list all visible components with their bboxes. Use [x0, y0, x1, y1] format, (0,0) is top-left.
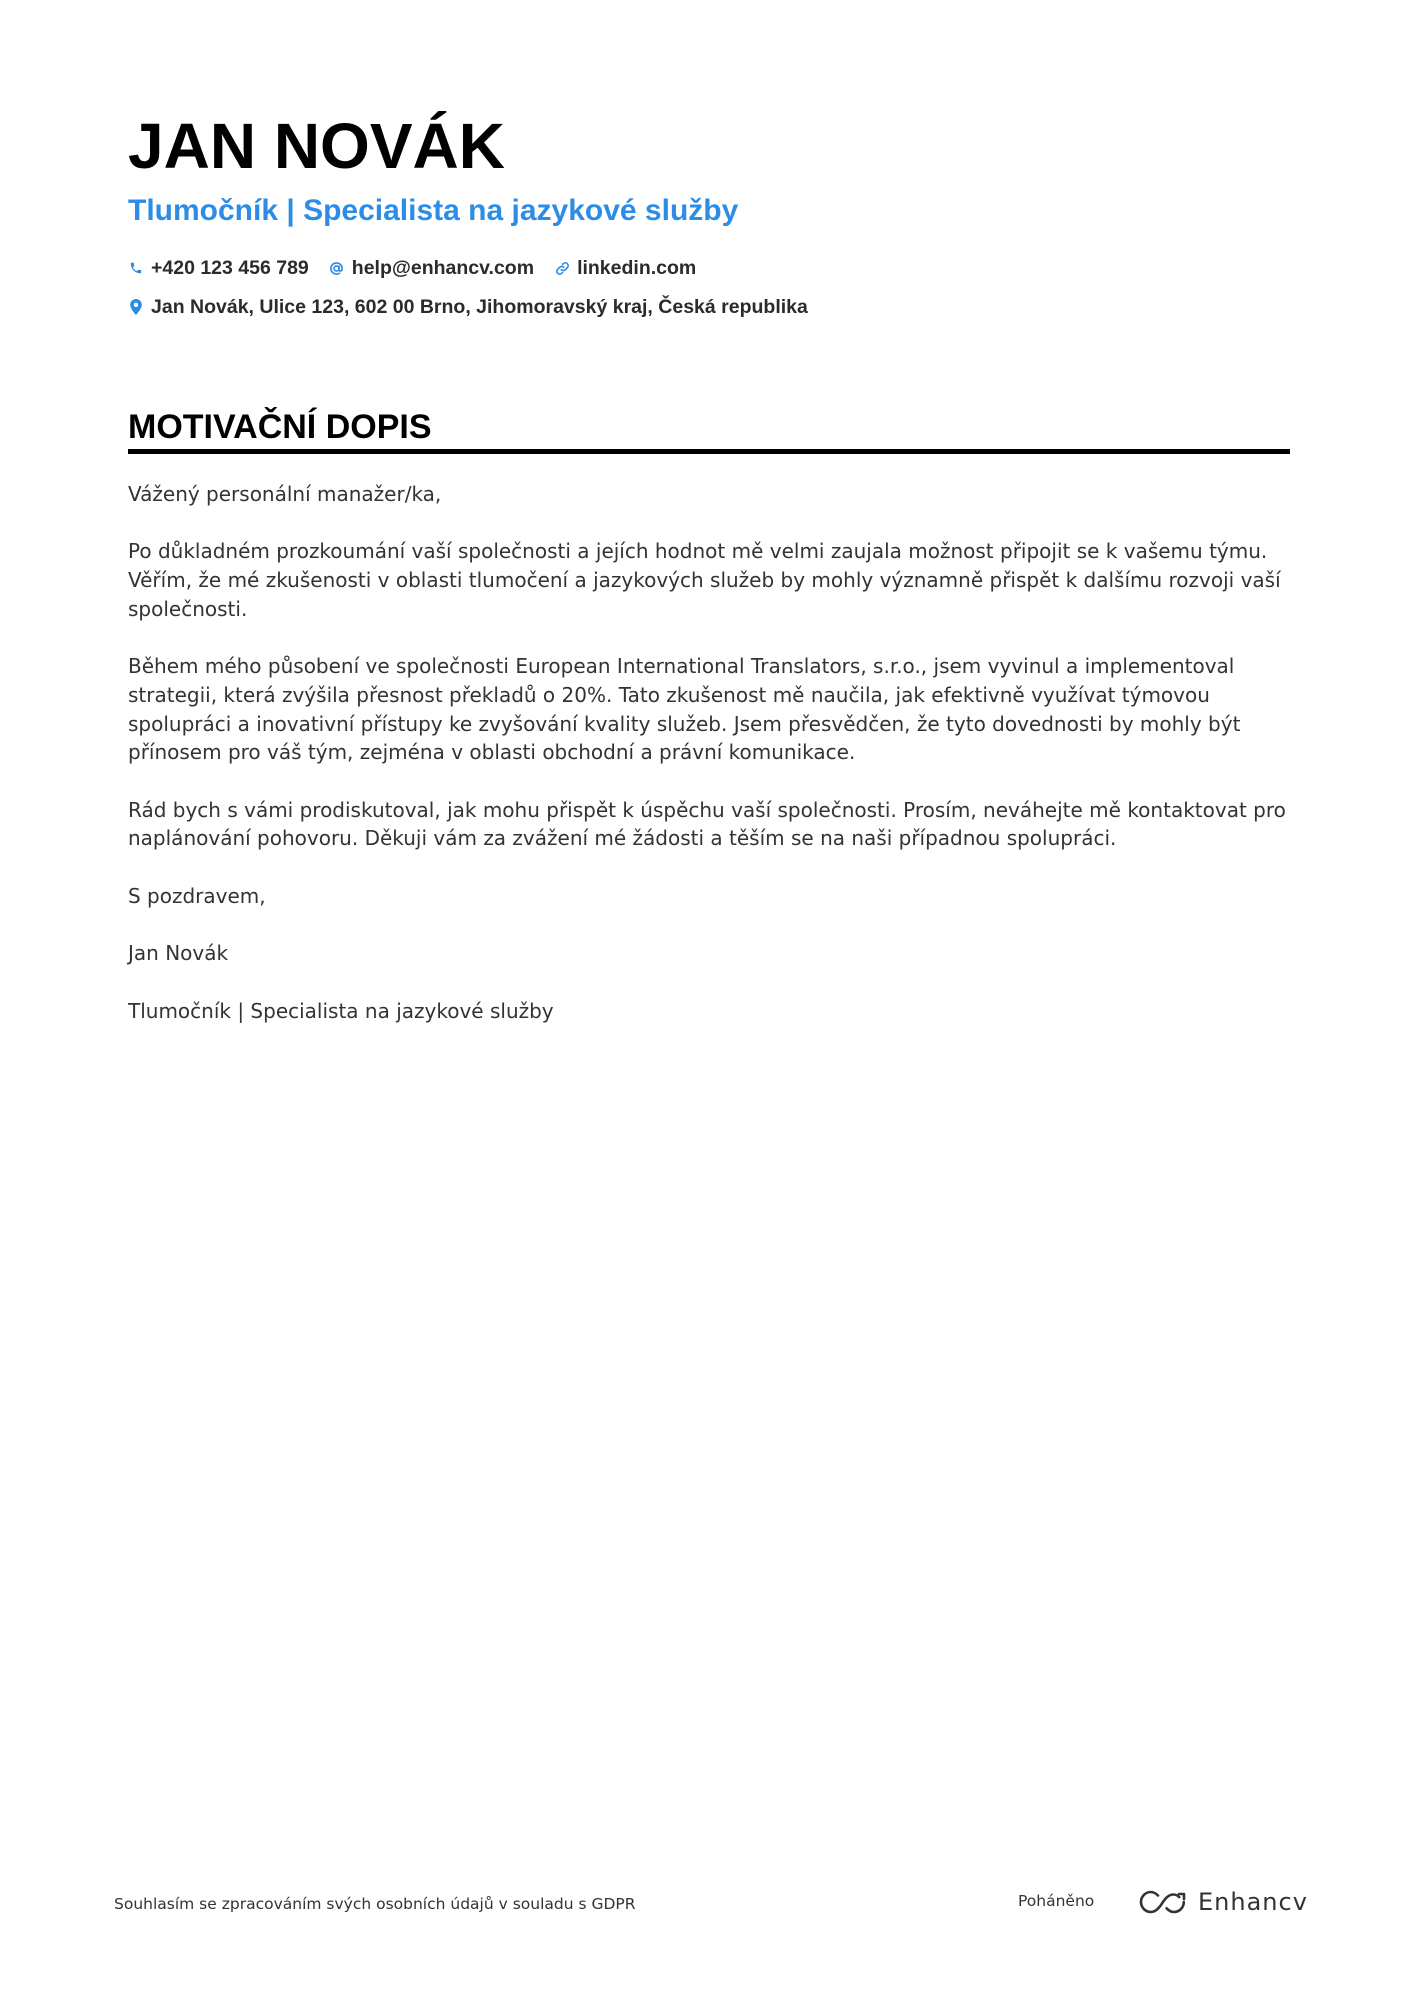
- candidate-title: Tlumočník | Specialista na jazykové služby: [128, 194, 739, 227]
- contact-address-text: Jan Novák, Ulice 123, 602 00 Brno, Jihomoravský kraj, Česká republika: [151, 295, 808, 318]
- link-icon: [554, 259, 570, 277]
- candidate-name: JAN NOVÁK: [128, 110, 505, 182]
- contact-link-text: linkedin.com: [577, 256, 697, 279]
- contact-phone: [128, 257, 309, 280]
- enhancv-brand[interactable]: [1138, 1884, 1308, 1920]
- phone-icon: [128, 259, 144, 277]
- contact-address: [128, 296, 808, 319]
- gdpr-consent-text: Souhlasím se zpracováním svých osobních údajů v souladu s GDPR: [114, 1895, 636, 1913]
- section-title: MOTIVAČNÍ DOPIS: [128, 408, 432, 446]
- enhancv-logo-icon: [1138, 1889, 1188, 1915]
- signature-name: Jan Novák: [128, 941, 229, 966]
- letter-salutation: Vážený personální manažer/ka,: [128, 482, 442, 506]
- location-pin-icon: [128, 298, 144, 316]
- at-icon: [329, 259, 345, 277]
- contact-email-text: help@enhancv.com: [351, 256, 535, 279]
- letter-body: [128, 480, 1290, 1054]
- letter-paragraph: Během mého působení ve společnosti European International Translators, s.r.o., jsem vyvinul a implementoval strategii, která zvýšila přesnost překladů o 20%. Tato zkušenost mě naučila, jak efektivně využívat týmovou spolupráci a inovativní přístupy ke zvyšování kvality služeb. Jsem přesvědčen, že tyto dovednosti by mohly být přínosem pro váš tým, zejména v oblasti obchodní a právní komunikace.: [128, 654, 1241, 765]
- powered-by-label: Poháněno: [1018, 1892, 1095, 1910]
- contact-row-address: [128, 293, 828, 321]
- section-divider: [128, 449, 1290, 454]
- letter-closing: S pozdravem,: [128, 883, 266, 908]
- letter-paragraph: Po důkladném prozkoumání vaší společnosti a jejích hodnot mě velmi zaujala možnost připojit se k vašemu týmu. Věřím, že mé zkušenosti v oblasti tlumočení a jazykových služeb by mohly významně přispět k dalšímu rozvoji vaší společnosti.: [128, 539, 1281, 621]
- contact-phone-text: +420 123 456 789: [151, 256, 309, 279]
- signature-title: Tlumočník | Specialista na jazykové služby: [128, 998, 554, 1023]
- enhancv-brand-name: Enhancv: [1198, 1888, 1308, 1916]
- contact-email[interactable]: [329, 257, 534, 280]
- contact-row-primary: [128, 254, 716, 282]
- contact-link[interactable]: [554, 257, 696, 280]
- letter-paragraph: Rád bych s vámi prodiskutoval, jak mohu přispět k úspěchu vaší společnosti. Prosím, neváhejte mě kontaktovat pro naplánování pohovoru. Děkuji vám za zvážení mé žádosti a těším se na naši případnou spolupráci.: [128, 797, 1286, 851]
